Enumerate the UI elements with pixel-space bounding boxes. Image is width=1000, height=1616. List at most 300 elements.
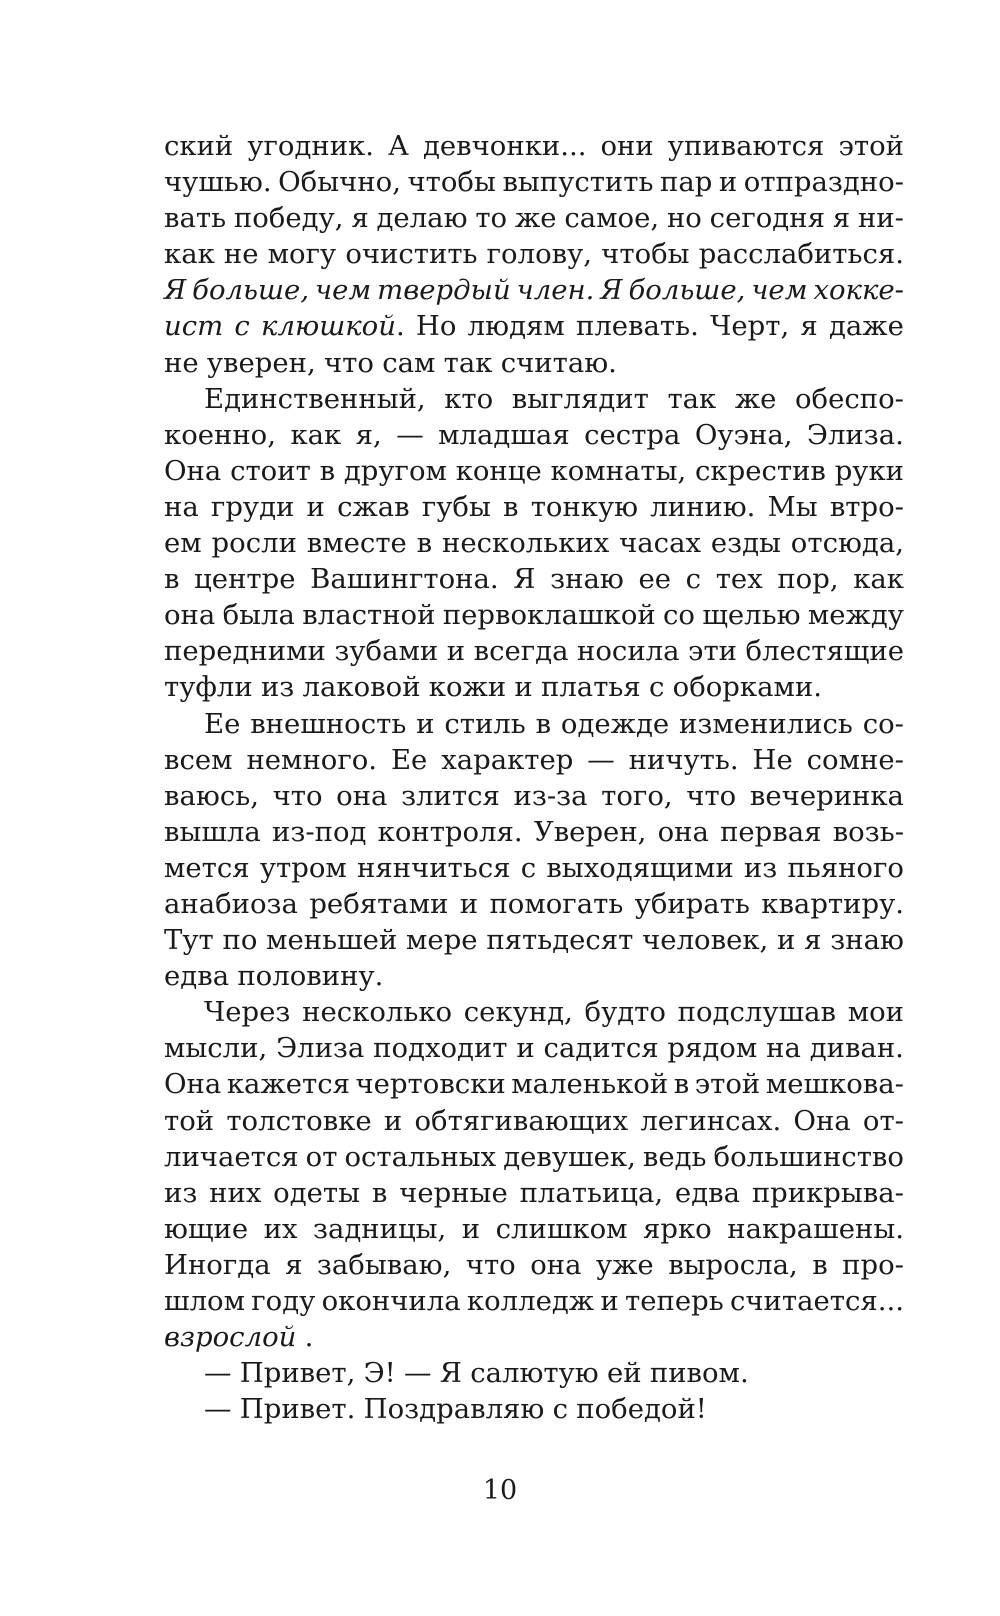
word bbox=[378, 814, 523, 850]
word-text: Я bbox=[439, 1357, 462, 1390]
text-line bbox=[164, 453, 904, 489]
word-text: девушек, bbox=[503, 1140, 636, 1173]
word bbox=[164, 886, 298, 922]
word bbox=[564, 200, 659, 236]
word-text: и bbox=[459, 887, 479, 920]
word bbox=[863, 1103, 904, 1139]
word-text: в bbox=[416, 527, 433, 560]
word bbox=[649, 669, 664, 705]
word-text: первая bbox=[720, 815, 822, 848]
word-text: А bbox=[388, 130, 409, 162]
word bbox=[751, 272, 807, 308]
word bbox=[401, 778, 500, 814]
word-text: конце bbox=[455, 454, 542, 487]
word bbox=[204, 706, 240, 742]
word-text: втро- bbox=[829, 490, 904, 523]
word bbox=[313, 1211, 446, 1247]
text-line bbox=[164, 994, 904, 1030]
word bbox=[761, 886, 904, 922]
word-text: убирать bbox=[634, 887, 750, 920]
word bbox=[443, 597, 656, 633]
word-text: выглядит bbox=[511, 382, 649, 415]
word bbox=[511, 1066, 668, 1102]
word bbox=[322, 1283, 461, 1319]
word bbox=[444, 381, 493, 417]
word bbox=[686, 561, 701, 597]
word-text: из bbox=[164, 1176, 198, 1209]
text-line bbox=[164, 489, 904, 525]
word-text: в bbox=[319, 454, 336, 487]
word-text: Но bbox=[415, 310, 457, 343]
word bbox=[541, 669, 641, 705]
word-text: пятьдесят bbox=[486, 924, 634, 957]
word-text: прикрыва- bbox=[751, 1176, 904, 1209]
word bbox=[744, 164, 904, 200]
word bbox=[475, 200, 507, 236]
word-text: Привет. bbox=[239, 1393, 356, 1426]
word-text: диван. bbox=[809, 1032, 904, 1065]
word-text: их bbox=[263, 1212, 298, 1245]
word bbox=[462, 1211, 480, 1247]
word bbox=[600, 1283, 618, 1319]
word bbox=[273, 1175, 360, 1211]
italic-word: больше, bbox=[192, 274, 310, 307]
word-text: обеспо- bbox=[794, 382, 904, 415]
word-text: рядом bbox=[667, 1032, 758, 1065]
word bbox=[356, 417, 382, 453]
word bbox=[391, 742, 427, 778]
word-text: мется bbox=[164, 851, 250, 884]
word-text: туфли bbox=[164, 671, 253, 704]
word-text: сжав bbox=[337, 490, 410, 523]
word bbox=[667, 200, 702, 236]
word-text: кто bbox=[444, 382, 494, 415]
word bbox=[444, 345, 493, 381]
word bbox=[442, 525, 609, 561]
word-text: этой bbox=[694, 1068, 761, 1101]
word bbox=[247, 128, 374, 164]
word-text: и bbox=[446, 635, 466, 668]
word bbox=[515, 200, 557, 236]
word-text: — bbox=[403, 1357, 432, 1390]
italic-word: ист bbox=[164, 310, 224, 343]
word bbox=[164, 417, 276, 453]
word bbox=[399, 1175, 508, 1211]
word-text: уже bbox=[595, 1248, 654, 1281]
word bbox=[357, 850, 510, 886]
word bbox=[211, 489, 294, 525]
text-line bbox=[164, 308, 904, 344]
text-line bbox=[164, 1391, 904, 1427]
word-text: сам bbox=[382, 346, 436, 379]
word-text: из bbox=[743, 851, 778, 884]
word bbox=[396, 417, 424, 453]
word-text: плевать. bbox=[575, 310, 699, 343]
word bbox=[534, 814, 647, 850]
word-text: и bbox=[306, 490, 325, 523]
word-text: младшая bbox=[438, 418, 570, 451]
word bbox=[695, 1066, 761, 1102]
word-text: я, bbox=[355, 418, 382, 451]
text-line bbox=[164, 778, 904, 814]
word bbox=[164, 1103, 214, 1139]
word-text: мере bbox=[406, 924, 478, 957]
word-text: очистить bbox=[345, 238, 478, 271]
text-line bbox=[164, 1247, 904, 1283]
word-text: из bbox=[260, 671, 295, 704]
italic-word: твердый bbox=[377, 274, 511, 307]
word-text: и bbox=[516, 1032, 535, 1065]
word-text: считаю. bbox=[500, 346, 617, 379]
word-text: я bbox=[832, 202, 851, 235]
word bbox=[164, 1319, 313, 1355]
word bbox=[842, 1247, 904, 1283]
word bbox=[345, 236, 477, 272]
word-text: что bbox=[465, 1248, 516, 1281]
word-text: то bbox=[475, 202, 508, 235]
italic-word: чем bbox=[315, 274, 372, 307]
word bbox=[668, 128, 825, 164]
word bbox=[501, 345, 617, 381]
word-text: чтобы bbox=[601, 238, 690, 271]
word bbox=[675, 1175, 740, 1211]
word bbox=[344, 1139, 496, 1175]
text-line bbox=[164, 814, 904, 850]
word bbox=[807, 742, 904, 778]
word bbox=[456, 453, 542, 489]
word bbox=[686, 778, 736, 814]
word bbox=[164, 525, 202, 561]
word-text: отсюда, bbox=[790, 527, 904, 560]
word bbox=[576, 1391, 707, 1427]
word bbox=[264, 1211, 298, 1247]
word bbox=[658, 814, 709, 850]
word bbox=[688, 633, 737, 669]
word-text: что bbox=[686, 779, 737, 812]
word bbox=[364, 1391, 545, 1427]
word-text: она bbox=[657, 815, 709, 848]
word bbox=[336, 778, 387, 814]
word-text: Она bbox=[164, 1068, 222, 1101]
word-text: что bbox=[272, 779, 323, 812]
word bbox=[250, 706, 406, 742]
word bbox=[467, 1283, 594, 1319]
word-text: как bbox=[853, 563, 904, 596]
word bbox=[561, 706, 669, 742]
text-line bbox=[164, 1030, 904, 1066]
word bbox=[440, 1355, 462, 1391]
word-text: в bbox=[535, 707, 552, 740]
word bbox=[650, 1355, 749, 1391]
word bbox=[673, 669, 822, 705]
word bbox=[373, 1030, 507, 1066]
word bbox=[833, 814, 904, 850]
word-text: личается bbox=[164, 1140, 299, 1173]
word-text: салютую bbox=[470, 1357, 599, 1390]
word-text: в bbox=[673, 1068, 690, 1101]
word-text: того, bbox=[601, 779, 673, 812]
word bbox=[273, 778, 323, 814]
word-text: центре bbox=[194, 563, 296, 596]
word-text: она bbox=[164, 599, 216, 632]
text-line bbox=[164, 706, 904, 742]
word-text: властной bbox=[302, 599, 436, 632]
text-line bbox=[164, 1319, 904, 1355]
word bbox=[486, 922, 633, 958]
word bbox=[227, 1066, 350, 1102]
word bbox=[489, 886, 623, 922]
word bbox=[635, 886, 750, 922]
word-text: Вашингтона. bbox=[310, 563, 499, 596]
word-text: в bbox=[164, 563, 180, 596]
word-text: выходящими bbox=[546, 851, 734, 884]
word-text: мешкова- bbox=[765, 1068, 904, 1101]
word-text: по bbox=[222, 924, 258, 957]
word bbox=[164, 236, 215, 272]
word bbox=[642, 922, 768, 958]
word-text: одежде bbox=[560, 707, 670, 740]
word bbox=[261, 308, 405, 344]
word-text: не bbox=[223, 238, 259, 271]
word-text: могу bbox=[267, 238, 337, 271]
word-text: ни- bbox=[857, 202, 904, 235]
word-text: оборками. bbox=[672, 671, 822, 704]
word bbox=[364, 1355, 396, 1391]
word bbox=[487, 236, 592, 272]
word-text: Не bbox=[752, 743, 793, 776]
word bbox=[460, 886, 478, 922]
text-line bbox=[164, 1175, 904, 1211]
word bbox=[377, 200, 468, 236]
word-text: секунд, bbox=[463, 996, 573, 1029]
word-text: внешность bbox=[250, 707, 407, 740]
word-text: ведь bbox=[642, 1140, 707, 1173]
word bbox=[503, 489, 518, 525]
text-line bbox=[164, 1103, 904, 1139]
word-text: платья bbox=[541, 671, 641, 704]
word bbox=[710, 308, 789, 344]
word-text: что bbox=[324, 346, 374, 379]
italic-word: больше, bbox=[628, 274, 746, 307]
word-text: она bbox=[336, 779, 388, 812]
word bbox=[447, 633, 465, 669]
word bbox=[577, 633, 679, 669]
word-text: нескольких bbox=[442, 527, 610, 560]
word bbox=[164, 742, 233, 778]
word-text: так bbox=[667, 382, 717, 415]
word bbox=[716, 561, 763, 597]
word-text: между bbox=[807, 599, 904, 632]
word-text: той bbox=[164, 1104, 215, 1137]
word bbox=[164, 1066, 221, 1102]
word-text: подходит bbox=[373, 1032, 508, 1065]
word bbox=[795, 381, 904, 417]
word bbox=[585, 994, 666, 1030]
word bbox=[204, 1355, 232, 1391]
word bbox=[800, 308, 817, 344]
word bbox=[307, 525, 407, 561]
word bbox=[833, 200, 850, 236]
word bbox=[207, 345, 316, 381]
word bbox=[546, 850, 733, 886]
word bbox=[830, 489, 904, 525]
word bbox=[625, 1283, 724, 1319]
word bbox=[466, 1247, 516, 1283]
word bbox=[607, 1355, 642, 1391]
word-text: одеты bbox=[273, 1176, 361, 1209]
word bbox=[678, 994, 836, 1030]
word-text: едва bbox=[164, 960, 230, 993]
word bbox=[808, 597, 904, 633]
text-line bbox=[164, 561, 904, 597]
word-text: . bbox=[304, 1321, 314, 1354]
word bbox=[513, 561, 535, 597]
word bbox=[727, 1211, 904, 1247]
word-text: мысли, bbox=[164, 1032, 268, 1065]
word-text: передними bbox=[164, 635, 326, 668]
word bbox=[414, 1103, 628, 1139]
word-text: от- bbox=[862, 1104, 904, 1137]
word-text: ей bbox=[607, 1357, 642, 1390]
word-text: как bbox=[290, 418, 342, 451]
word-text: же bbox=[734, 382, 777, 415]
word-text: всем bbox=[164, 743, 233, 776]
word bbox=[744, 850, 777, 886]
word-text: эти bbox=[688, 635, 737, 668]
word-text: . bbox=[395, 310, 405, 343]
text-line bbox=[164, 958, 904, 994]
word-text: меньшей bbox=[266, 924, 398, 957]
word bbox=[674, 1066, 689, 1102]
word-text: я bbox=[351, 202, 369, 235]
word bbox=[596, 1247, 654, 1283]
word bbox=[516, 1030, 534, 1066]
word-text: пор, bbox=[777, 563, 839, 596]
word bbox=[536, 706, 551, 742]
word-text: езды bbox=[710, 527, 781, 560]
word-text: уверен, bbox=[206, 346, 316, 379]
word-text: с bbox=[685, 563, 702, 596]
word bbox=[302, 597, 435, 633]
word-text: первоклашкой bbox=[442, 599, 656, 632]
word bbox=[388, 128, 409, 164]
text-line bbox=[164, 128, 904, 164]
word bbox=[344, 453, 447, 489]
word bbox=[807, 417, 904, 453]
text-line bbox=[164, 886, 904, 922]
word-text: вать bbox=[164, 202, 227, 235]
word-text: — bbox=[204, 1357, 232, 1390]
word bbox=[695, 417, 793, 453]
word bbox=[766, 1030, 801, 1066]
word-text: голову, bbox=[486, 238, 593, 271]
word bbox=[310, 561, 498, 597]
word-text: них bbox=[209, 1176, 262, 1209]
word bbox=[702, 597, 800, 633]
word-text: от bbox=[305, 1140, 338, 1173]
word bbox=[777, 561, 838, 597]
word-text: я bbox=[804, 924, 822, 957]
word-text: платьица, bbox=[519, 1176, 664, 1209]
word bbox=[164, 1139, 299, 1175]
word-text: они bbox=[600, 130, 654, 162]
word bbox=[520, 1175, 664, 1211]
word bbox=[787, 850, 904, 886]
word-text: про- bbox=[842, 1248, 904, 1281]
word-text: считается... bbox=[729, 1285, 904, 1317]
word-text: выросла, bbox=[668, 1248, 798, 1281]
word-text: этой bbox=[838, 130, 904, 162]
word bbox=[768, 489, 818, 525]
word bbox=[285, 1247, 302, 1283]
word-text: и bbox=[514, 671, 533, 704]
text-line bbox=[164, 1066, 904, 1102]
word bbox=[750, 778, 904, 814]
word bbox=[260, 850, 347, 886]
word bbox=[514, 669, 532, 705]
text-line bbox=[164, 1355, 904, 1391]
word-text: она bbox=[530, 1248, 582, 1281]
word-text: чушью. bbox=[164, 166, 272, 199]
word-text: контроля. bbox=[377, 815, 523, 848]
word-text: лаковой bbox=[302, 671, 421, 704]
word bbox=[720, 814, 821, 850]
word bbox=[638, 561, 671, 597]
word-text: накрашены. bbox=[727, 1212, 904, 1245]
word bbox=[317, 1247, 451, 1283]
word bbox=[417, 525, 432, 561]
word-text: на bbox=[164, 490, 199, 523]
word-text: будто bbox=[584, 996, 666, 1029]
word-text: выпустить bbox=[502, 166, 654, 199]
word bbox=[164, 489, 199, 525]
word-text: людям bbox=[467, 310, 565, 343]
word bbox=[584, 417, 680, 453]
word bbox=[372, 1175, 387, 1211]
word-text: злится bbox=[401, 779, 500, 812]
word bbox=[194, 561, 295, 597]
word bbox=[164, 308, 223, 344]
word bbox=[804, 922, 821, 958]
word-text: анабиоза bbox=[164, 887, 298, 920]
word-text: и bbox=[718, 166, 738, 199]
word-text: Иногда bbox=[164, 1248, 271, 1281]
word bbox=[699, 236, 904, 272]
word-text: девчонки... bbox=[422, 130, 587, 162]
word bbox=[164, 345, 199, 381]
word-text: ющие bbox=[164, 1212, 249, 1245]
word-text: с bbox=[520, 851, 537, 884]
text-line bbox=[164, 597, 904, 633]
word-text: Черт, bbox=[710, 310, 790, 343]
word bbox=[791, 525, 904, 561]
word bbox=[234, 308, 249, 344]
word bbox=[714, 1139, 904, 1175]
word-text: черные bbox=[399, 1176, 508, 1209]
word bbox=[406, 922, 478, 958]
word-text: теперь bbox=[625, 1285, 724, 1317]
word bbox=[309, 886, 448, 922]
word-text: другом bbox=[343, 454, 447, 487]
word bbox=[640, 1103, 781, 1139]
word-text: в bbox=[371, 1176, 388, 1209]
word-text: губы bbox=[421, 490, 491, 523]
word bbox=[164, 958, 229, 994]
word bbox=[164, 814, 261, 850]
word-text: пьяного bbox=[787, 851, 904, 884]
italic-word: Я bbox=[164, 274, 187, 307]
word-text: была bbox=[222, 599, 295, 632]
